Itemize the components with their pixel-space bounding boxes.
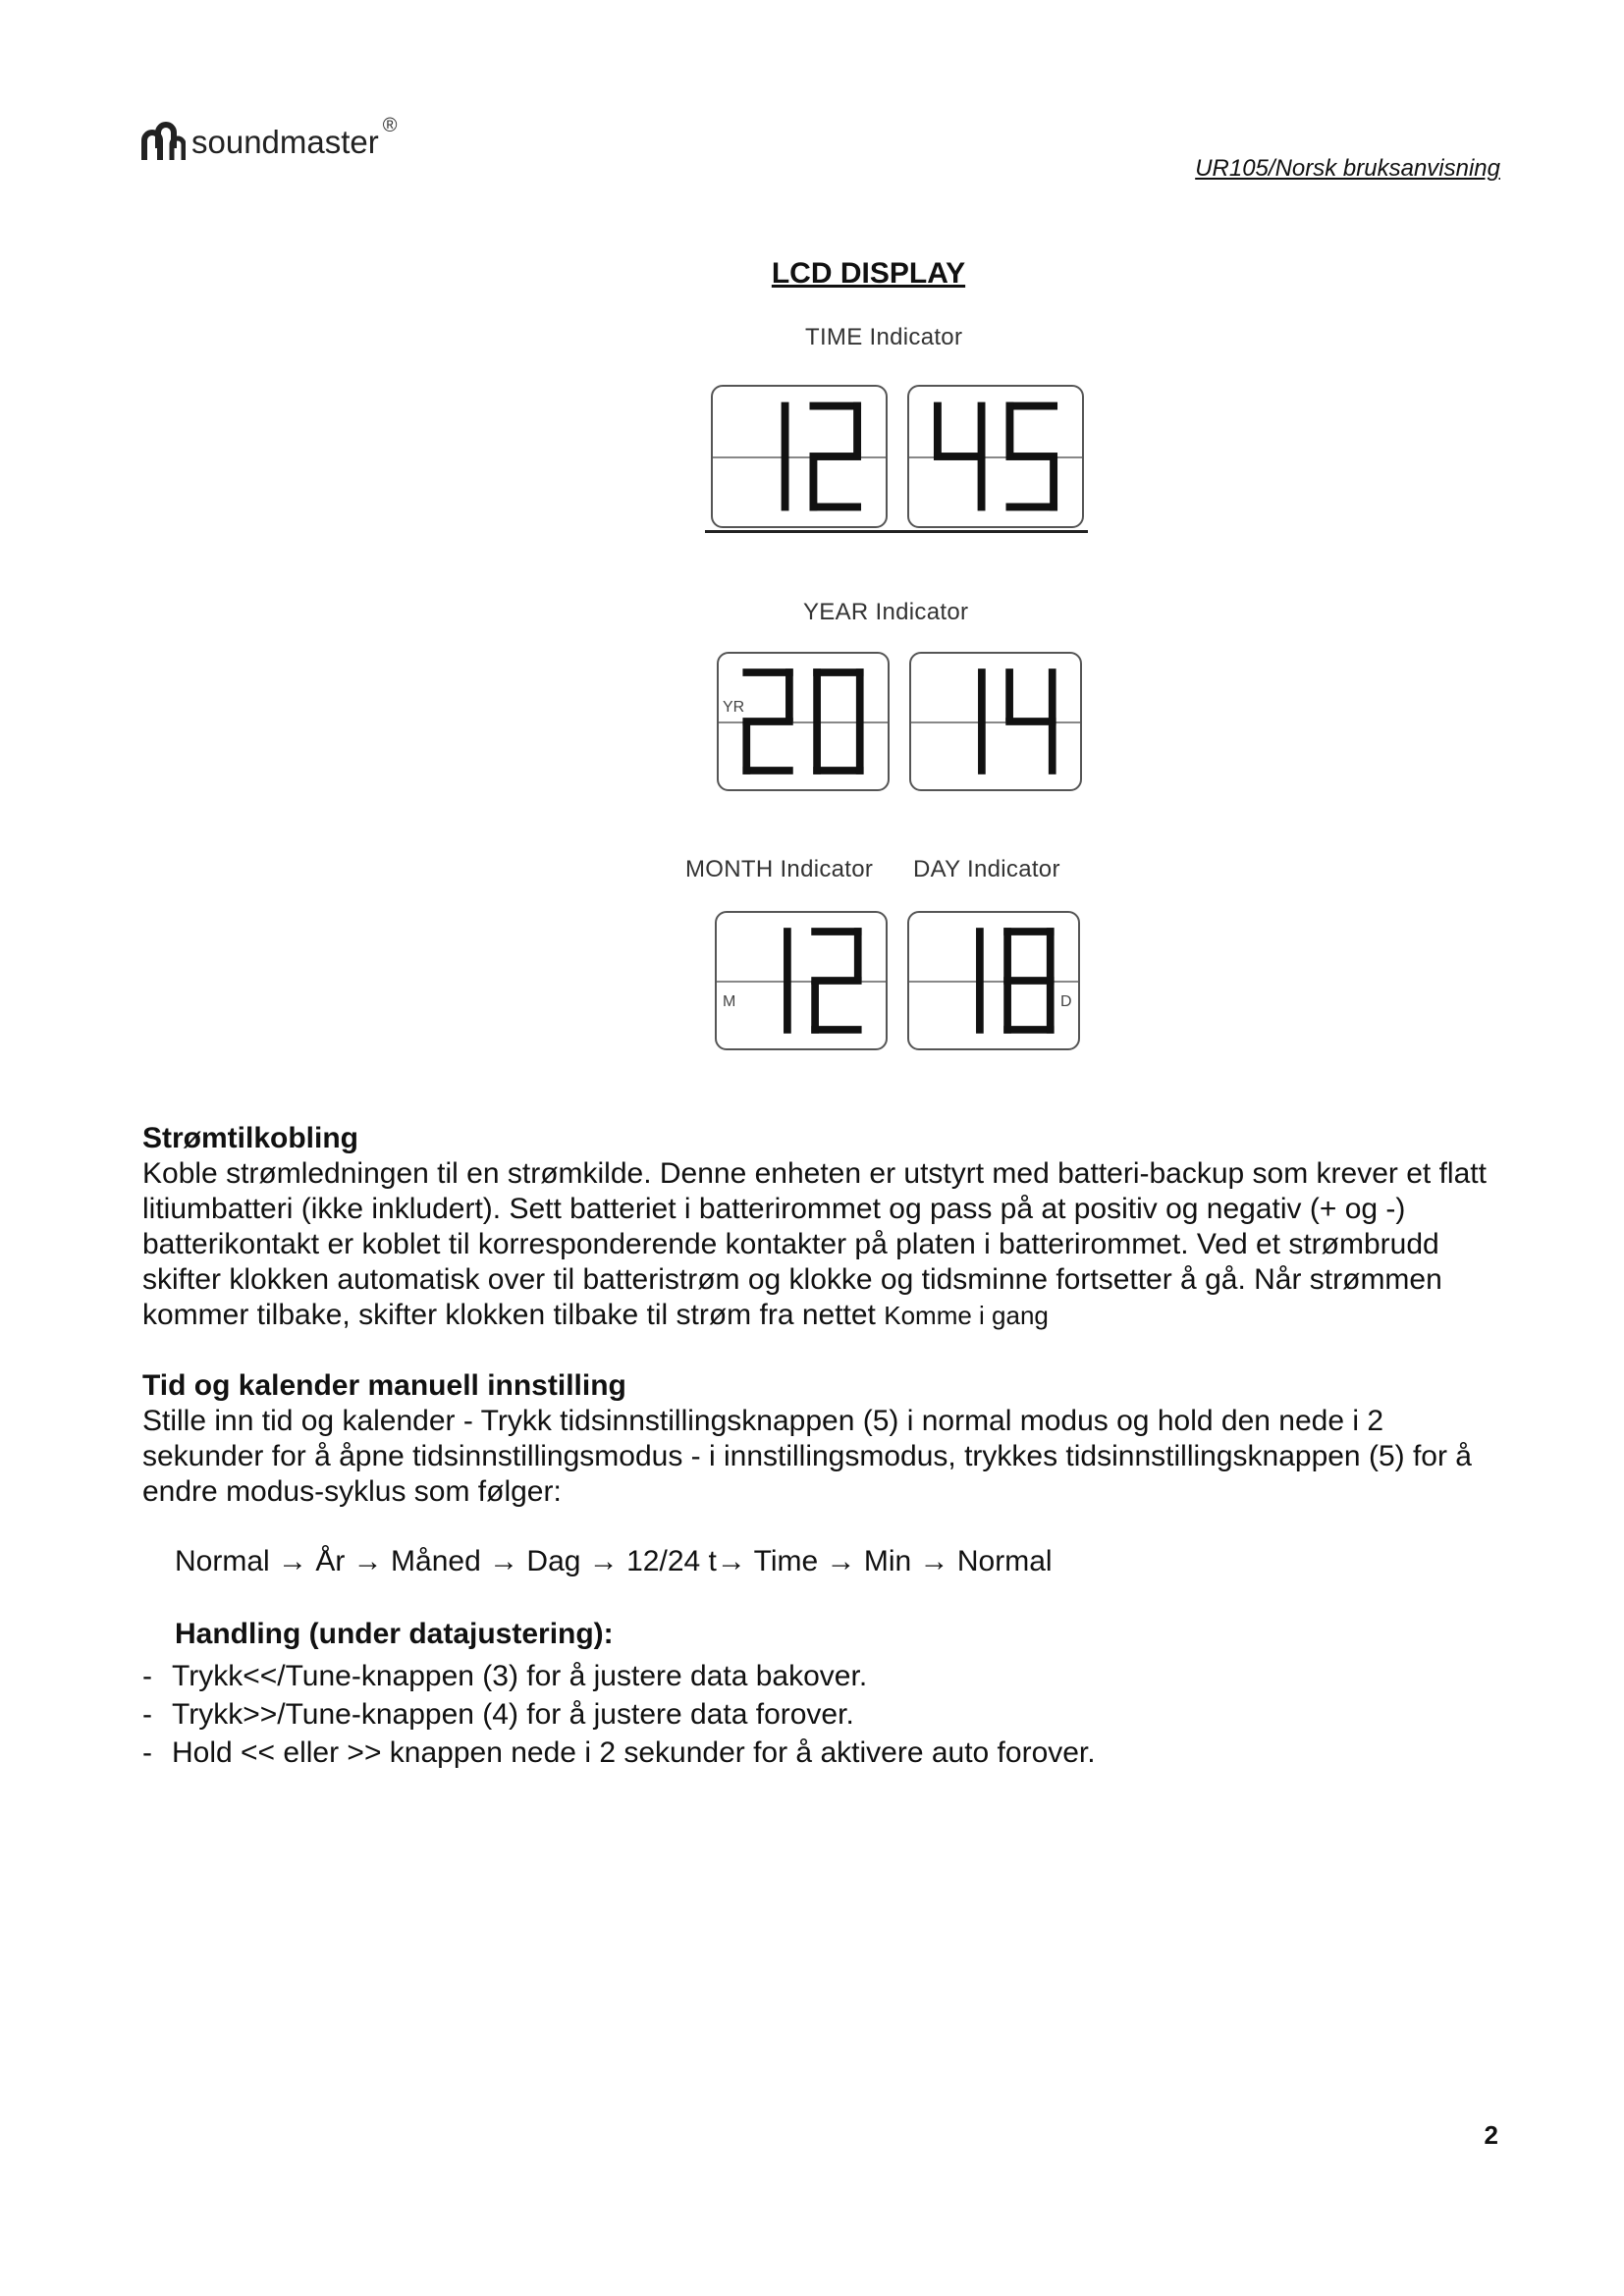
lcd-segment <box>854 928 862 981</box>
handling-item-3: Hold << eller >> knappen nede i 2 sekunder for å aktivere auto forover. <box>172 1736 1096 1769</box>
lcd-segment <box>810 453 862 460</box>
lcd-segment <box>856 721 864 774</box>
lcd-segment <box>1006 402 1014 456</box>
month-tag: M <box>723 993 736 1010</box>
power-heading: Strømtilkobling <box>142 1122 358 1154</box>
time-hours-display <box>711 385 888 528</box>
lcd-segment <box>813 668 821 721</box>
lcd-display-title: LCD DISPLAY <box>771 257 966 290</box>
logo-text: soundmaster <box>191 124 379 160</box>
lcd-segment <box>1006 402 1058 410</box>
document-reference: UR105/Norsk bruksanvisning <box>1195 155 1500 182</box>
page-number: 2 <box>1484 2120 1498 2150</box>
handling-list <box>142 1657 1096 1772</box>
mode-sequence: Normal → År → Måned → Dag → 12/24 t→ Time → Min → Normal <box>175 1545 1053 1577</box>
lcd-segment <box>976 981 984 1034</box>
lcd-segment <box>1003 928 1054 935</box>
lcd-segment <box>1005 718 1056 725</box>
lcd-segment <box>813 721 821 774</box>
lcd-segment <box>1047 981 1055 1034</box>
lcd-segment <box>978 402 986 456</box>
lcd-segment <box>976 928 984 981</box>
handling-heading: Handling (under datajustering): <box>175 1618 614 1650</box>
year-indicator-label: YEAR Indicator <box>803 599 969 625</box>
soundmaster-logo-icon <box>140 119 186 162</box>
handling-item-2: Trykk>>/Tune-knappen (4) for å justere data forover. <box>172 1698 854 1731</box>
lcd-segment <box>782 456 789 510</box>
day-indicator-label: DAY Indicator <box>913 856 1060 882</box>
time-setting-section <box>142 1368 1497 1510</box>
lcd-segment <box>785 668 793 721</box>
lcd-segment <box>934 453 986 460</box>
lcd-segment <box>811 981 819 1034</box>
lcd-segment <box>1049 721 1056 774</box>
lcd-segment <box>1005 668 1013 721</box>
power-text: Koble strømledningen til en strømkilde. Denne enheten er utstyrt med batteri-backup som krever et flatt litiumbatteri (ikke inkludert). Sett batteriet i batterirommet og pass på at positiv og negativ (+ og -) batterikontakt er koblet til korresponderende kontakter på platen i batterirommet. Ved et strømbrudd skifter klokken automatisk over til batteristrøm og klokke og tidsminne fortsetter å gå. Når strømmen kommer tilbake, skifter klokken tilbake til strøm fra nettet <box>142 1157 1487 1331</box>
lcd-segment <box>1003 977 1054 985</box>
lcd-segment <box>856 668 864 721</box>
lcd-segment <box>811 928 861 935</box>
registered-mark: ® <box>382 115 398 136</box>
day-display <box>907 911 1080 1050</box>
list-item: - Trykk<</Tune-knappen (3) for å justere data bakover. <box>142 1657 1096 1695</box>
time-underline <box>705 530 1088 533</box>
month-indicator-label: MONTH Indicator <box>685 856 874 882</box>
month-display <box>715 911 888 1050</box>
lcd-segment <box>853 402 861 456</box>
year-decade-display <box>909 652 1082 791</box>
getting-started-text: Komme i gang <box>884 1301 1049 1330</box>
lcd-segment <box>782 402 789 456</box>
lcd-segment <box>978 721 986 774</box>
lcd-segment <box>1049 668 1056 721</box>
lcd-segment <box>1047 928 1055 981</box>
lcd-segment <box>810 456 818 510</box>
list-item: - Trykk>>/Tune-knappen (4) for å justere data forover. <box>142 1695 1096 1734</box>
lcd-segment <box>1003 928 1011 981</box>
handling-item-1: Trykk<</Tune-knappen (3) for å justere data bakover. <box>172 1660 868 1692</box>
year-century-display <box>717 652 890 791</box>
power-paragraph <box>142 1156 1497 1333</box>
lcd-segment <box>978 456 986 510</box>
lcd-segment <box>742 721 750 774</box>
soundmaster-logo <box>140 113 398 162</box>
lcd-segment <box>934 402 942 456</box>
lcd-segment <box>784 981 791 1034</box>
time-indicator-label: TIME Indicator <box>805 324 963 350</box>
lcd-segment <box>784 928 791 981</box>
lcd-segment <box>810 504 862 511</box>
list-item: - Hold << eller >> knappen nede i 2 sekunder for å aktivere auto forover. <box>142 1734 1096 1772</box>
lcd-segment <box>1050 456 1057 510</box>
year-tag: YR <box>723 699 745 716</box>
lcd-segment <box>978 668 986 721</box>
time-setting-paragraph: Stille inn tid og kalender - Trykk tidsinnstillingsknappen (5) i normal modus og hold den nede i 2 sekunder for å åpne tidsinnstillingsmodus - i innstillingsmodus, trykkes tidsinnstillingsknappen (5) for å endre modus-syklus som følger: <box>142 1405 1472 1508</box>
time-setting-heading: Tid og kalender manuell innstilling <box>142 1369 626 1402</box>
lcd-segment <box>810 402 862 410</box>
lcd-segment <box>1003 1026 1054 1034</box>
lcd-segment <box>742 767 792 774</box>
day-tag: D <box>1060 993 1072 1010</box>
power-section <box>142 1121 1497 1333</box>
time-minutes-display <box>907 385 1084 528</box>
lcd-segment <box>1003 981 1011 1034</box>
